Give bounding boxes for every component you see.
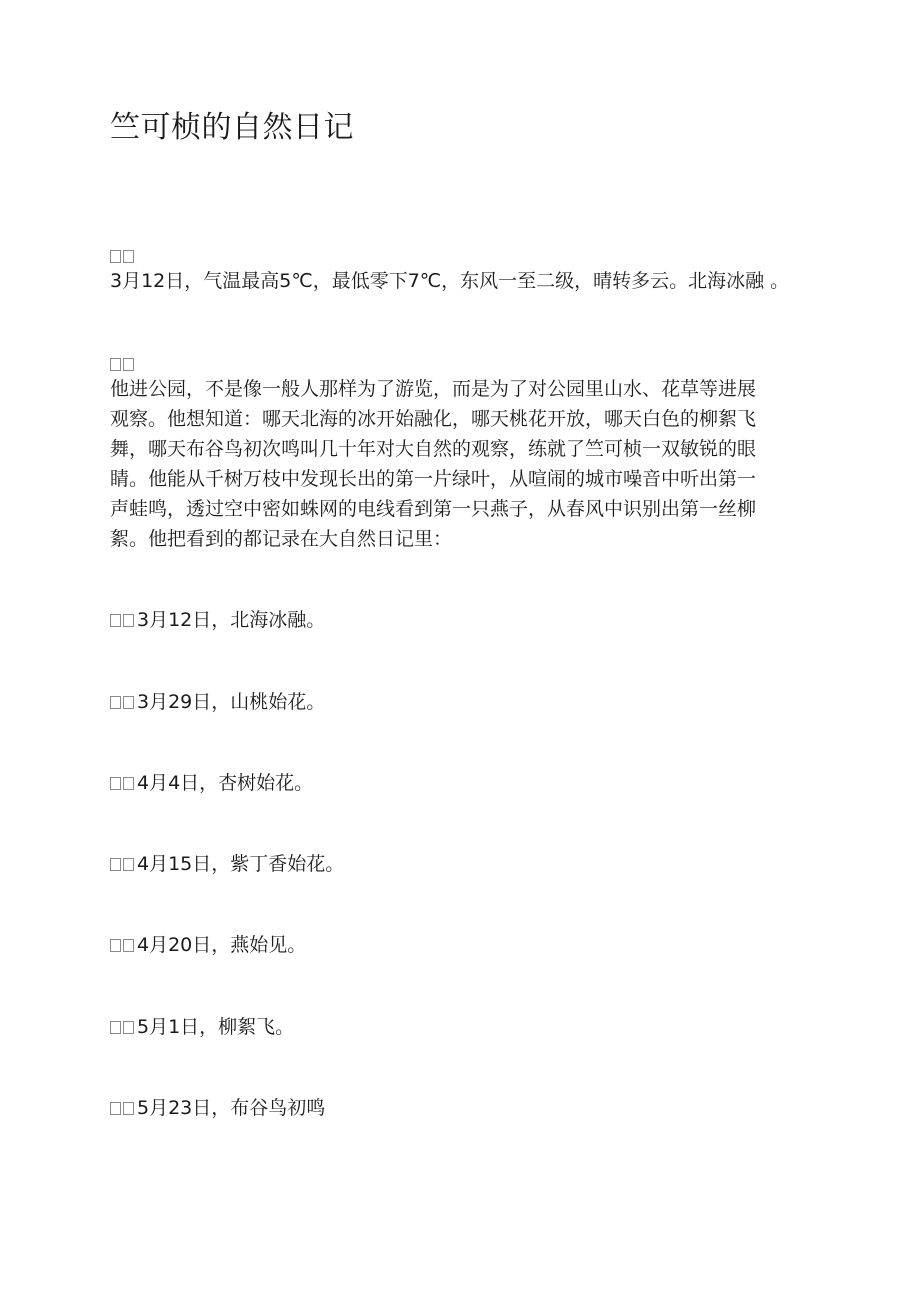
body-paragraph — [110, 374, 800, 554]
paragraph-line: 睛。他能从千树万枝中发现长出的第一片绿叶，从喧闹的城市噪音中听出第一 — [110, 468, 757, 490]
paragraph-line: 他进公园，不是像一般人那样为了游览，而是为了对公园里山水、花草等进展 — [110, 378, 757, 400]
missing-glyph-icon — [110, 614, 121, 627]
page-title: 竺可桢的自然日记 — [110, 110, 354, 145]
paragraph-line: 观察。他想知道：哪天北海的冰开始融化，哪天桃花开放，哪天白色的柳絮飞 — [110, 408, 757, 430]
diary-entry-text: 5月23日，布谷鸟初鸣 — [137, 1097, 326, 1119]
missing-glyph-icon — [123, 1021, 134, 1034]
missing-glyph-icon — [123, 777, 134, 790]
diary-entry-text: 4月15日，紫丁香始花。 — [137, 853, 345, 875]
paragraph-line: 舞，哪天布谷鸟初次鸣叫几十年对大自然的观察，练就了竺可桢一双敏锐的眼 — [110, 438, 757, 460]
diary-entry — [110, 605, 325, 635]
diary-entry — [110, 1012, 294, 1042]
diary-entry — [110, 768, 313, 798]
missing-glyph-icon — [123, 696, 134, 709]
missing-glyph-icon — [110, 1021, 121, 1034]
missing-glyph-icon — [123, 1102, 134, 1115]
weather-record: 3月12日，气温最高5℃，最低零下7℃，东风一至二级，晴转多云。北海冰融 。 — [110, 270, 790, 292]
missing-glyph-icon — [110, 696, 121, 709]
diary-entry — [110, 687, 325, 717]
diary-entry-text: 5月1日，柳絮飞。 — [137, 1016, 295, 1038]
diary-entry — [110, 1093, 325, 1123]
missing-glyph-icon — [123, 358, 134, 371]
diary-entry-text: 4月20日，燕始见。 — [137, 934, 307, 956]
diary-entry — [110, 930, 306, 960]
diary-entry-text: 3月12日，北海冰融。 — [137, 609, 326, 631]
section-marker — [110, 246, 136, 268]
missing-glyph-icon — [110, 250, 121, 263]
section-marker — [110, 354, 136, 376]
missing-glyph-icon — [123, 250, 134, 263]
missing-glyph-icon — [110, 358, 121, 371]
paragraph-line: 絮。他把看到的都记录在大自然日记里： — [110, 528, 453, 550]
missing-glyph-icon — [123, 858, 134, 871]
paragraph-line: 声蛙鸣，透过空中密如蛛网的电线看到第一只燕子，从春风中识别出第一丝柳 — [110, 498, 757, 520]
missing-glyph-icon — [110, 777, 121, 790]
missing-glyph-icon — [110, 939, 121, 952]
diary-entry-text: 3月29日，山桃始花。 — [137, 691, 326, 713]
missing-glyph-icon — [123, 939, 134, 952]
missing-glyph-icon — [123, 614, 134, 627]
missing-glyph-icon — [110, 1102, 121, 1115]
missing-glyph-icon — [110, 858, 121, 871]
diary-entry-text: 4月4日，杏树始花。 — [137, 772, 314, 794]
diary-entry — [110, 849, 344, 879]
